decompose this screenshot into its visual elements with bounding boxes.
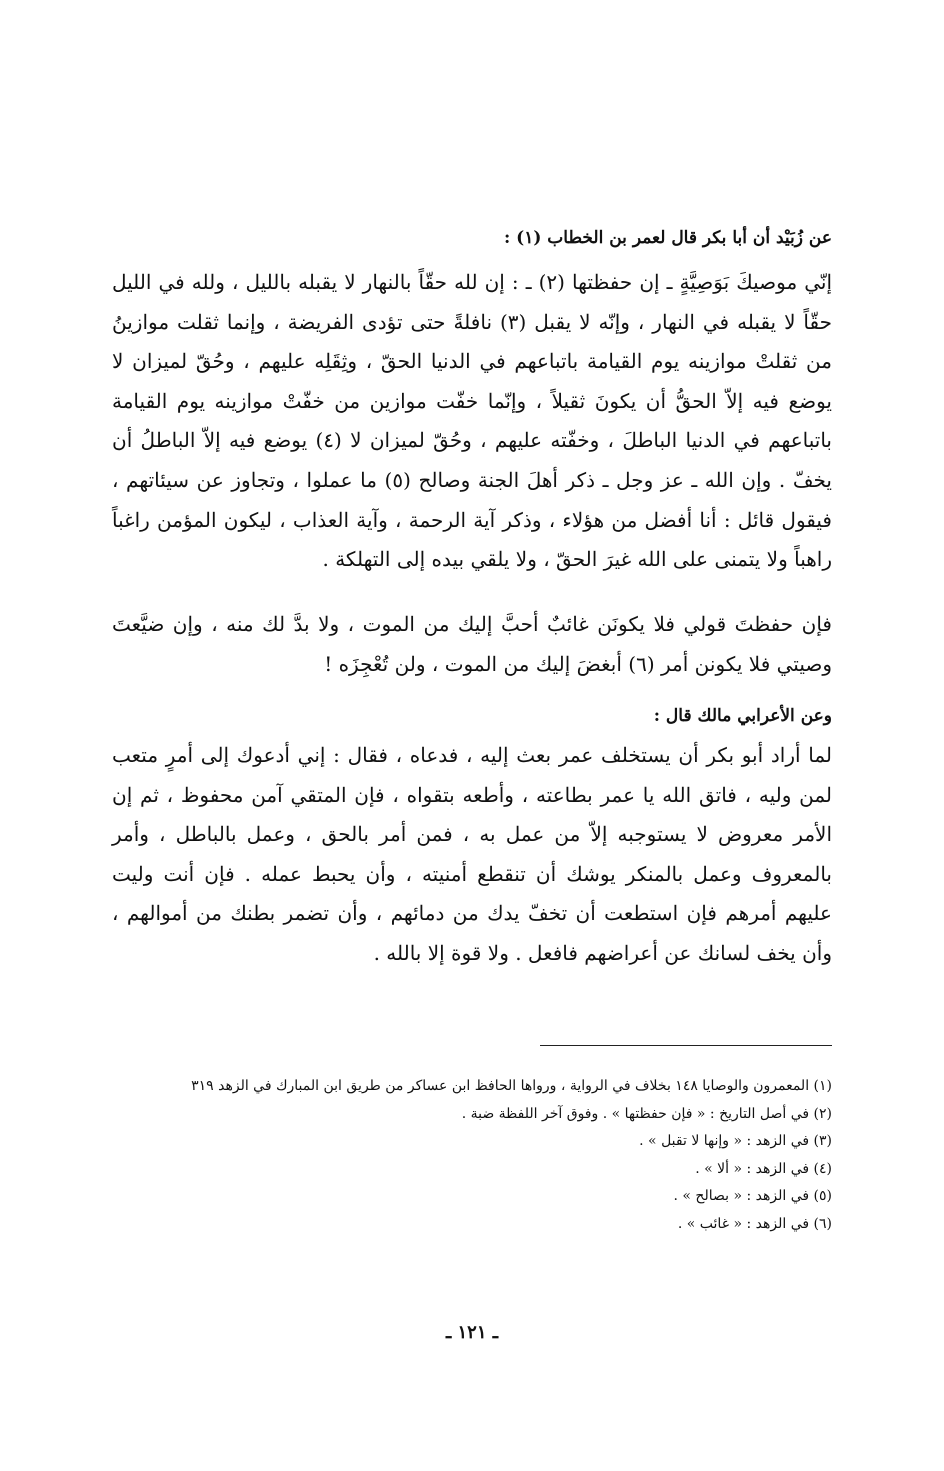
section-1-paragraph-2: فإن حفظتَ قولي فلا يكونَن غائبٌ أحبَّ إليك من الموت ، ولا بدَّ لك منه ، وإن ضيَّعتَ وصيتي فلا يكونن أمر (٦) أبغضَ إليك من الموت ، ولن تُعْجِزَه ! — [112, 612, 832, 676]
footnote-4: (٤) في الزهد : « ألا » . — [695, 1160, 832, 1177]
footnote-2: (٢) في أصل التاريخ : « فإن حفظتها » . وفوق آخر اللفظة ضبة . — [461, 1105, 832, 1122]
section-2-heading: وعن الأعرابي مالك قال : — [653, 706, 832, 726]
section-2-paragraph: لما أراد أبو بكر أن يستخلف عمر بعث إليه ، فدعاه ، فقال : إني أدعوك إلى أمرٍ متعب لمن وليه ، فاتق الله يا عمر بطاعته ، وأطعه بتقواه ، فإن المتقي آمن محفوظ ، ثم إن الأمر معروض لا يستوجبه إلاّ من عمل به ، فمن أمر بالحق ، وعمل بالباطل ، وأمر بالمعروف وعمل بالمنكر يوشك أن تنقطع أمنيته ، وأن يحبط عمله . فإن أنت وليت عليهم أمرهم فإن استطعت أن تخفّ يدك من دمائهم ، وأن تضمر بطنك من أموالهم ، وأن يخف لسانك عن أعراضهم فافعل . ولا قوة إلا بالله . — [112, 743, 832, 965]
footnotes — [112, 1073, 832, 1239]
footnote-5: (٥) في الزهد : « بصالح » . — [673, 1188, 832, 1205]
page-number: ـ ١٢١ ـ — [445, 1322, 499, 1343]
footnote-1: (١) المعمرون والوصايا ١٤٨ بخلاف في الرواية ، ورواها الحافظ ابن عساكر من طريق ابن المبارك في الزهد ٣١٩ — [191, 1078, 832, 1094]
section-1-paragraph: إنّي موصيكَ بَوَصِيَّةٍ ـ إن حفظتها (٢) ـ : إن لله حقّاً بالنهار لا يقبله بالليل ، ولله في الليل حقّاً لا يقبله في النهار ، وإنّه لا يقبل (٣) نافلةً حتى تؤدى الفريضة ، وإنما ثقلت موازينُ من ثقلتْ موازينه يوم القيامة باتباعهم في الدنيا الحقّ ، وثِقَلِه عليهم ، وحُقّ لميزان لا يوضع فيه إلاّ الحقُّ أن يكونَ ثقيلاً ، وإنّما خفّت موازين من خفّتْ موازينه يوم القيامة باتباعهم في الدنيا الباطلَ ، وخفّته عليهم ، وحُقّ لميزان لا (٤) يوضع فيه إلاّ الباطلُ أن يخفّ . وإن الله ـ عز وجل ـ ذكر أهلَ الجنة وصالح (٥) ما عملوا ، وتجاوز عن سيئاتهم ، فيقول قائل : أنا أفضل من هؤلاء ، وذكر آية الرحمة ، وآية العذاب ، ليكون المؤمن راغباً راهباً ولا يتمنى على الله غيرَ الحقّ ، ولا يلقي بيده إلى التهلكة . — [112, 270, 833, 572]
footnote-3: (٣) في الزهد : « وإنها لا تقبل » . — [639, 1133, 832, 1150]
section-1-heading: عن زُبَيْد أن أبا بكر قال لعمر بن الخطاب (١) : — [503, 228, 832, 248]
footnote-separator — [540, 1045, 832, 1046]
footnote-6: (٦) في الزهد : « غائب » . — [677, 1215, 832, 1232]
